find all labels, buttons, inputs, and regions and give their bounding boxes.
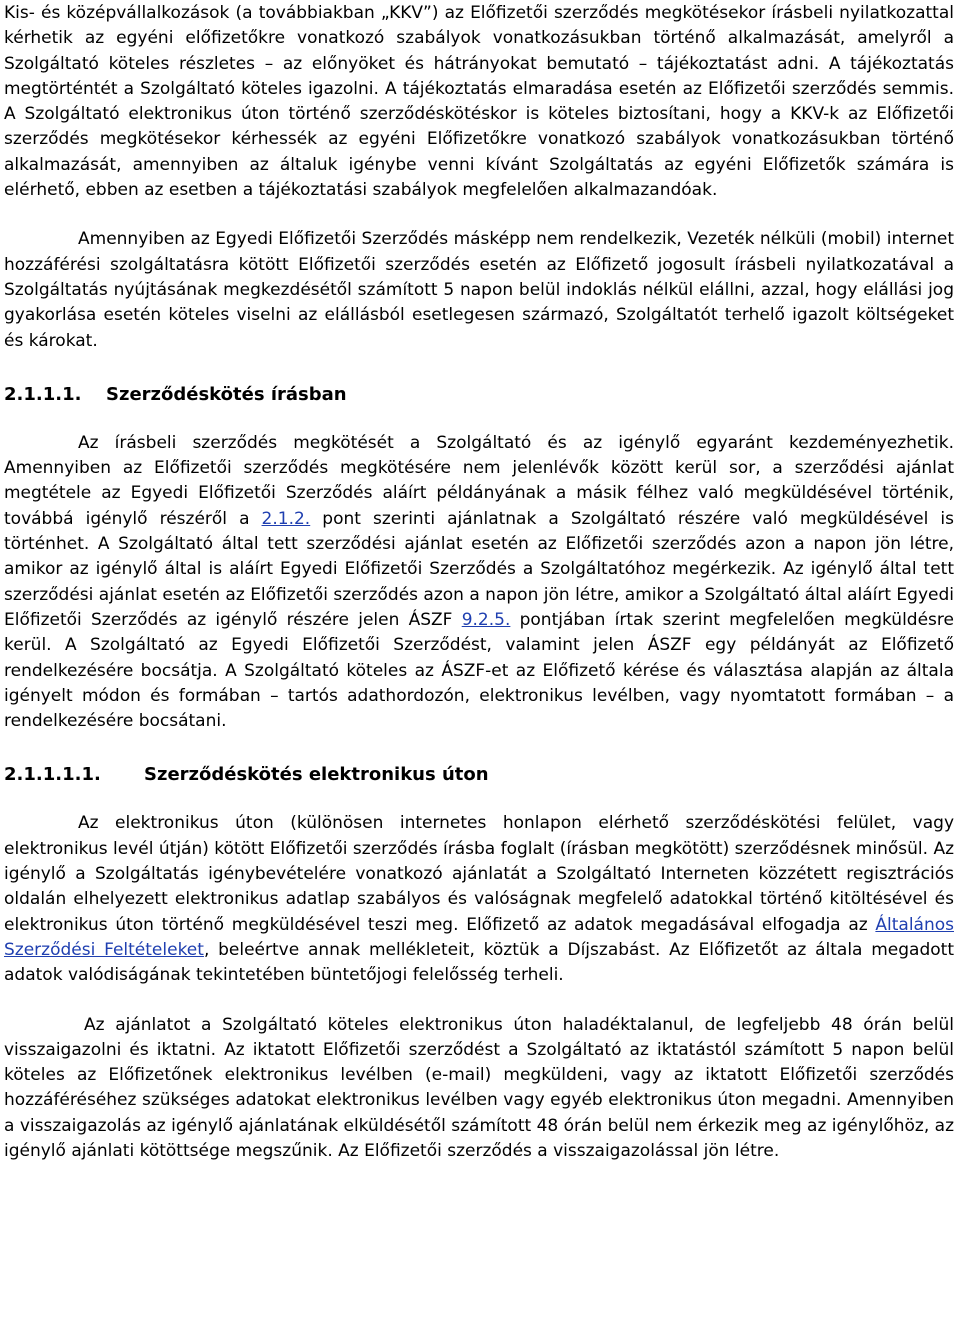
paragraph-text: pont szerinti ajánlatnak a Szolgáltató részére való megküldésével is történhet. A Szolgáltató által tett szerződési ajánlat esetén az Előfizetői szerződés azon a napon jön létre, amikor az igénylő által is aláírt Egyedi Előfizetői Szerződés a Szolgáltatóhoz megérkezik. Az igénylő által tett szerződési ajánlat esetén az Előfizetői szerződés azon a napon jön létre, amikor a Szolgáltató által aláírt Egyedi Előfizetői Szerződés az igénylő részére jelen ÁSZF [4, 508, 954, 630]
paragraph-withdrawal [4, 227, 954, 353]
paragraph-text: , beleértve annak mellékleteit, köztük a Díjszabást. Az Előfizetőt az általa megadott adatok valódiságának tekintetében büntetőjogi felelősség terheli. [4, 939, 955, 986]
paragraph-kkv [4, 0, 954, 203]
section-title: Szerződéskötés elektronikus úton [144, 764, 489, 786]
link-general-terms[interactable]: Általános Szerződési Feltételeket [4, 914, 954, 960]
section-number: 2.1.1.1.1. [4, 764, 101, 786]
paragraph-written-contract [4, 431, 954, 735]
paragraph-text: Az elektronikus úton (különösen internetes honlapon elérhető szerződéskötési felület, vagy elektronikus levél útján) kötött Előfizetői szerződés írásba foglalt (írásban megkötött) szerződésnek minősül. Az igénylő a Szolgáltatás igénybevételére vonatkozó ajánlatát a Szolgáltató Interneten közzétett regisztrációs oldalán elhelyezett elektronikus adatlap szabályos és valóságnak megfelelő adatokkal történő kitöltésével és elektronikus úton történő megküldésével teszi meg. Előfizető az adatok megadásával elfogadja az [4, 813, 954, 935]
paragraph-electronic-contract [4, 811, 954, 988]
link-section-9-2-5[interactable]: 9.2.5. [461, 609, 511, 630]
paragraph-confirmation-text: Az ajánlatot a Szolgáltató köteles elektronikus úton haladéktalanul, de legfeljebb 48 órán belül visszaigazolni és iktatni. Az iktatott Előfizetői szerződést a Szolgáltató az iktatástól számított 5 napon belül köteles az Előfizetőnek elektronikus levélben (e-mail) megküldeni, vagy az iktatott Előfizetői szerződés hozzáféréséhez szükséges adatokat elektronikus levélben vagy egyéb elektronikus úton megadni. Amennyiben a visszaigazolás az igénylő ajánlatának elküldésétől számított 48 órán belül nem érkezik meg az igénylőhöz, az igénylő ajánlati kötöttsége megszűnik. Az Előfizetői szerződés a visszaigazolással jön létre. [4, 1014, 954, 1161]
paragraph-confirmation [4, 1013, 954, 1165]
paragraph-text: Az írásbeli szerződés megkötését a Szolgáltató és az igénylő egyaránt kezdeményezhetik. Amennyiben az Előfizetői szerződés megkötésére nem jelenlévők között kerül sor, a szerződési ajánlat megtétele az Egyedi Előfizetői Szerződés aláírt példányának a másik félhez való megküldésével történik, továbbá igénylő részéről a [4, 432, 954, 529]
link-section-2-1-2[interactable]: 2.1.2. [261, 508, 311, 529]
section-number: 2.1.1.1. [4, 383, 82, 405]
section-heading-written-contract [4, 382, 954, 408]
section-title: Szerződéskötés írásban [106, 383, 347, 405]
paragraph-text: pontjában írtak szerint megfelelően megküldésre kerül. A Szolgáltató az Egyedi Előfizetői Szerződést, valamint jelen ÁSZF egy példányát az Előfizető rendelkezésére bocsátja. A Szolgáltató köteles az ÁSZF-et az Előfizető kérése és választása alapján az általa igényelt módon és formában – tartós adathordozón, elektronikus levélben, vagy nyomtatott formában – a rendelkezésére bocsátani. [4, 609, 954, 732]
paragraph-withdrawal-text: Amennyiben az Egyedi Előfizetői Szerződés másképp nem rendelkezik, Vezeték nélküli (mobil) internet hozzáférési szolgáltatásra kötött Előfizetői szerződés esetén az Előfizető jogosult írásbeli nyilatkozatával a Szolgáltatás nyújtásának megkezdésétől számított 5 napon belül indoklás nélkül elállni, azzal, hogy elállási jog gyakorlása esetén köteles viselni az elállásból esetlegesen származó, Szolgáltatót terhelő igazolt költségeket és károkat. [4, 229, 954, 351]
section-heading-electronic-contract [4, 762, 954, 788]
paragraph-kkv-text: Kis- és középvállalkozások (a továbbiakban „KKV”) az Előfizetői szerződés megkötésekor írásbeli nyilatkozattal kérhetik az egyéni előfizetőkre vonatkozó szabályok vonatkozásukban történő alkalmazását, amelyről a Szolgáltató köteles részletes – az előnyöket és hátrányokat bemutató – tájékoztatást adni. A tájékoztatás megtörténtét a Szolgáltató köteles igazolni. A tájékoztatás elmaradása esetén az Előfizetői szerződés semmis. A Szolgáltató elektronikus úton történő szerződéskötéskor is köteles biztosítani, hogy a KKV-k az Előfizetői szerződés megkötésekor kérhessék az egyéni Előfizetőkre vonatkozó szabályok vonatkozásukban történő alkalmazását, amennyiben az általuk igénybe venni kívánt Szolgáltatás az egyéni Előfizetők számára is elérhető, ebben az esetben a tájékoztatási szabályok megfelelően alkalmazandóak. [4, 3, 954, 201]
